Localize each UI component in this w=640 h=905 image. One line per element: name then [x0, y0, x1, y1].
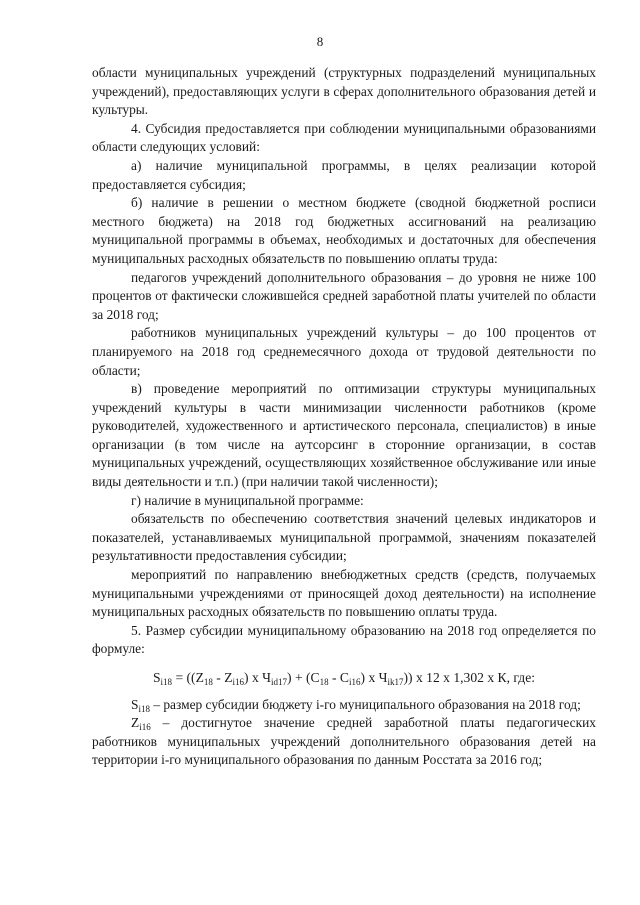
paragraph: 5. Размер субсидии муниципальному образованию на 2018 год определяется по формуле: [92, 622, 596, 657]
paragraph: работников муниципальных учреждений культуры – до 100 процентов от планируемого на 2018 год среднемесячного дохода от трудовой деятельности по области; [92, 325, 596, 378]
page-number: 8 [316, 34, 324, 49]
paragraph: мероприятий по направлению внебюджетных средств (средств, получаемых муниципальными учреждениями от приносящей доход деятельности) на исполнение муниципальных расходных обязательств по повышению оплаты труда. [92, 567, 596, 620]
formula-definition: $S_{i18}$ – размер субсидии бюджету i-го муниципального образования на 2018 год; [131, 696, 581, 714]
paragraph: а) наличие муниципальной программы, в целях реализации которой предоставляется субсидия; [92, 157, 596, 192]
subsidy-formula: $S_{i18} = ((Z_{18} - Z_{i16})$ x $Ч_{id17}) + (C_{18} - C_{i16})$ x $Ч_{ik17}$)) x 12 x 1,302 x К, где: [152, 670, 536, 687]
paragraph: б) наличие в решении о местном бюджете (сводной бюджетной росписи местного бюджета) на 2018 год бюджетных ассигнований на реализацию муниципальной программы в объемах, необходимых и достаточных для обеспечения муниципальных расходных обязательств по повышению оплаты труда: [92, 195, 596, 266]
paragraph: г) наличие в муниципальной программе: [131, 492, 364, 508]
formula-definition: $Z_{i16}$ – достигнутое значение средней заработной платы педагогических работников муниципальных учреждений дополнительного образования детей на территории i-го муниципального образования по данным Росстата за 2016 год; [92, 715, 596, 768]
paragraph: области муниципальных учреждений (структурных подразделений муниципальных учреждений), предоставляющих услуги в сферах дополнительного образования детей и культуры. [92, 65, 596, 118]
paragraph: обязательств по обеспечению соответствия значений целевых индикаторов и показателей, устанавливаемых муниципальной программой, значениям показателей результативности предоставления субсидии; [92, 511, 596, 564]
paragraph: педагогов учреждений дополнительного образования – до уровня не ниже 100 процентов от фактически сложившейся средней заработной платы учителей по области за 2018 год; [92, 269, 596, 322]
document-body [92, 64, 596, 770]
paragraph: 4. Субсидия предоставляется при соблюдении муниципальными образованиями области следующих условий: [92, 120, 596, 155]
paragraph: в) проведение мероприятий по оптимизации структуры муниципальных учреждений культуры в части минимизации численности работников (кроме руководителей, художественного и артистического персонала, специалистов) в иные организации (в том числе на аутсорсинг в сторонние организации, в состав муниципальных учреждений, осуществляющих хозяйственное обслуживание или иные виды деятельности и т.п.) (при наличии такой численности); [92, 381, 596, 490]
